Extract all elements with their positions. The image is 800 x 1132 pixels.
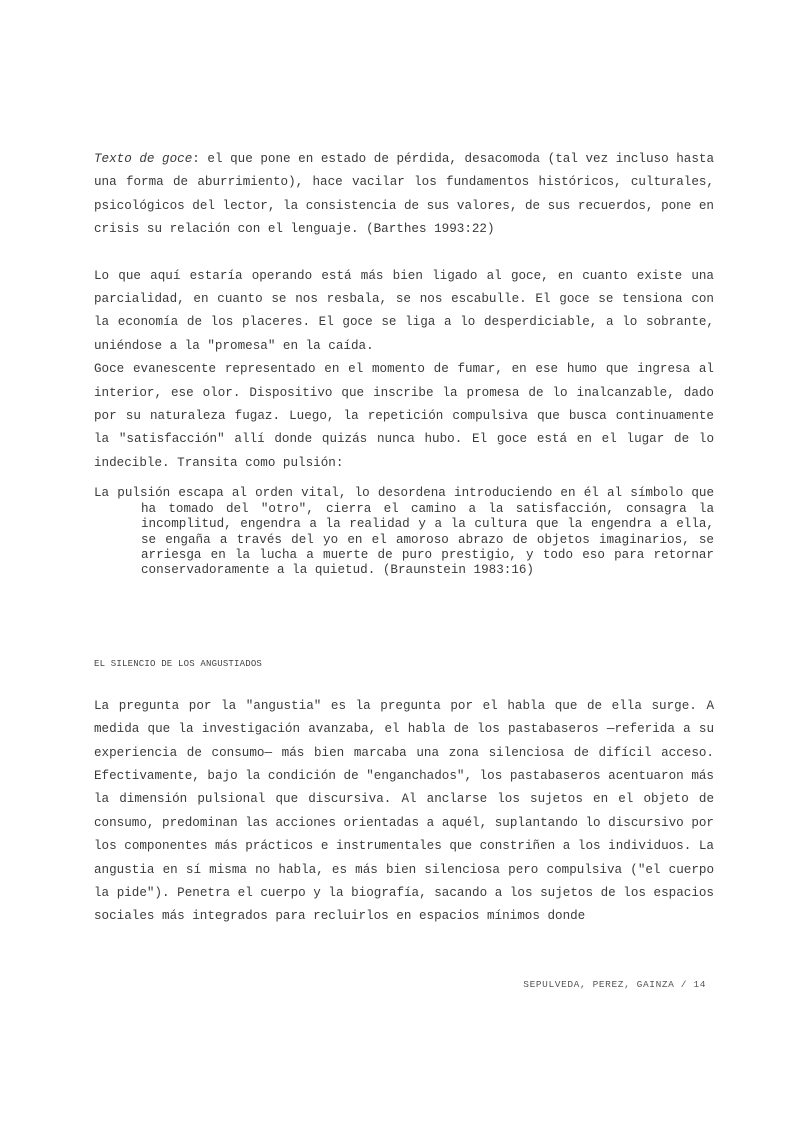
- spacer: [94, 579, 714, 659]
- page-footer: SEPULVEDA, PEREZ, GAINZA / 14: [523, 979, 706, 990]
- paragraph-goce-evanescente: Goce evanescente representado en el momento de fumar, en ese humo que ingresa al interior, ese olor. Dispositivo que inscribe la promesa de lo inalcanzable, dado por su naturaleza fugaz. Luego, la repetición compulsiva que busca continuamente la "satisfacción" allí donde quizás nunca hubo. El goce está en el lugar de lo indecible. Transita como pulsión:: [94, 362, 714, 470]
- quote-lead-italic: Texto de goce: [94, 152, 193, 166]
- quote-texto-de-goce: [94, 148, 714, 242]
- section-title: EL SILENCIO DE LOS ANGUSTIADOS: [94, 658, 263, 669]
- spacer: [94, 475, 714, 486]
- paragraph-angustia: La pregunta por la "angustia" es la pregunta por el habla que de ella surge. A medida que la investigación avanzaba, el habla de los pastabaseros —referida a su experiencia de consumo— más bien marcaba una zona silenciosa de difícil acceso. Efectivamente, bajo la condición de "enganchados", los pastabaseros acentuaron más la dimensión pulsional que discursiva. Al anclarse los sujetos en el objeto de consumo, predominan las acciones orientadas a aquél, suplantando lo discursivo por los componentes más prácticos e instrumentales que constriñen a los individuos. La angustia en sí misma no habla, es más bien silenciosa pero compulsiva ("el cuerpo la pide"). Penetra el cuerpo y la biografía, sacando a los sujetos de los espacios sociales más integrados para recluirlos en espacios mínimos donde: [94, 698, 714, 924]
- block-quote-braunstein: La pulsión escapa al orden vital, lo desordena introduciendo en él al símbolo que ha tomado del "otro", cierra el camino a la satisfacción, consagra la incomplitud, engendra a la realidad y a la cultura que la engendra a ella, se engaña a través del yo en el amoroso abrazo de objetos imaginarios, se arriesga en la lucha a muerte de puro prestigio, y todo eso para retornar conservadoramente a la quietud. (Braunstein 1983:16): [94, 486, 714, 578]
- spacer: [94, 669, 714, 695]
- quote-body: : el que pone en estado de pérdida, desacomoda (tal vez incluso hasta una forma de aburrimiento), hace vacilar los fundamentos históricos, culturales, psicológicos del lector, la consistencia de sus valores, de sus recuerdos, pone en crisis su relación con el lenguaje. (Barthes 1993:22): [94, 152, 715, 237]
- spacer: [94, 242, 714, 265]
- document-page: [94, 148, 714, 929]
- paragraph-goce: Lo que aquí estaría operando está más bien ligado al goce, en cuanto existe una parcialidad, en cuanto se nos resbala, se nos escabulle. El goce se tensiona con la economía de los placeres. El goce se liga a lo desperdiciable, a lo sobrante, uniéndose a la "promesa" en la caída.: [94, 268, 714, 353]
